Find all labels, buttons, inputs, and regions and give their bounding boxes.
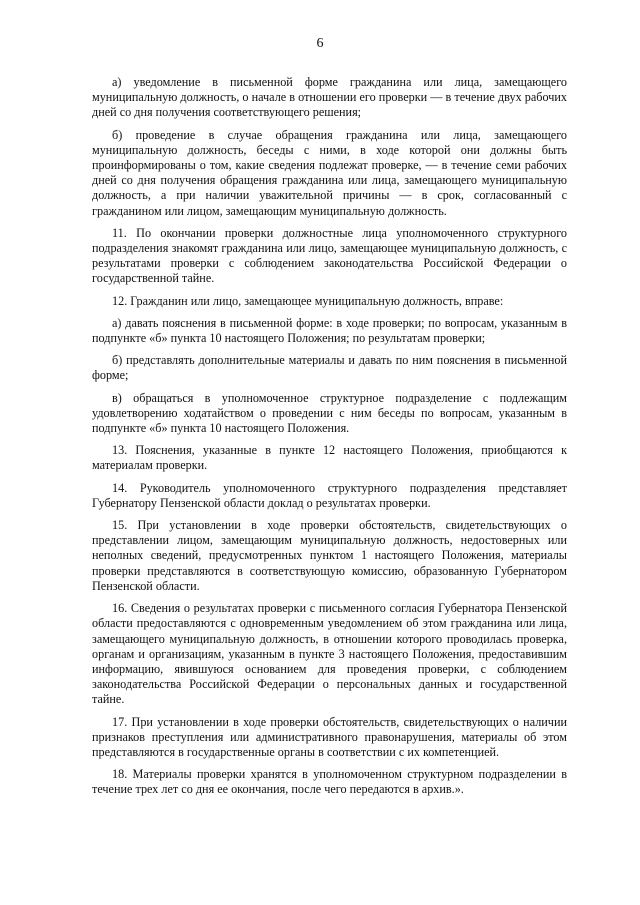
paragraph-12: 12. Гражданин или лицо, замещающее муниципальную должность, вправе:: [112, 293, 504, 308]
page-number: 6: [316, 36, 324, 51]
paragraph-14: 14. Руководитель уполномоченного структурного подразделения представляет Губернатору Пензенской области доклад о результатах проверки.: [92, 480, 567, 510]
paragraph-10a: а) уведомление в письменной форме гражданина или лица, замещающего муниципальную должность, о начале в отношении его проверки — в течение двух рабочих дней со дня получения соответствующего решения;: [92, 75, 567, 120]
paragraph-18: 18. Материалы проверки хранятся в уполномоченном структурном подразделении в течение трех лет со дня ее окончания, после чего передаются в архив.».: [92, 767, 567, 797]
paragraph-12a: а) давать пояснения в письменной форме: в ходе проверки; по вопросам, указанным в подпункте «б» пункта 10 настоящего Положения; по результатам проверки;: [92, 315, 567, 346]
paragraph-17: 17. При установлении в ходе проверки обстоятельств, свидетельствующих о наличии признаков преступления или административного правонарушения, материалы об этом представляются в государственные органы в соответствии с их компетенцией.: [92, 714, 567, 759]
paragraph-13: 13. Пояснения, указанные в пункте 12 настоящего Положения, приобщаются к материалам проверки.: [92, 443, 567, 473]
paragraph-15: 15. При установлении в ходе проверки обстоятельств, свидетельствующих о представлении лицом, замещающим муниципальную должность, недостоверных или неполных сведений, предусмотренных пунктом 1 настоящего Положения, материалы проверки представляются в соответствующую комиссию, образованную Губернатором Пензенской области.: [92, 518, 567, 593]
paragraph-11: 11. По окончании проверки должностные лица уполномоченного структурного подразделения знакомят гражданина или лицо, замещающее муниципальную должность, с результатами проверки с соблюдением законодательства Российской Федерации о государственной тайне.: [92, 225, 567, 286]
paragraph-16: 16. Сведения о результатах проверки с письменного согласия Губернатора Пензенской области предоставляются с одновременным уведомлением об этом гражданина или лица, замещающего муниципальную должность, в отношении которого проводилась проверка, органам и организациям, указанным в пункте 3 настоящего Положения, предоставившим информацию, явившуюся основанием для проведения проверки, с соблюдением законодательства Российской Федерации о персональных данных и государственной тайне.: [92, 601, 567, 707]
paragraph-12b: б) представлять дополнительные материалы и давать по ним пояснения в письменной форме;: [92, 353, 567, 383]
paragraph-12c: в) обращаться в уполномоченное структурное подразделение с подлежащим удовлетворению ходатайством о проведении с ним беседы по вопросам, указанным в подпункте «б» пункта 10 настоящего Положения.: [92, 390, 567, 436]
document-body: [92, 75, 567, 805]
paragraph-10b: б) проведение в случае обращения гражданина или лица, замещающего муниципальную должность, беседы с ними, в ходе которой они должны быть проинформированы о том, какие сведения подлежат проверке, — в течение семи рабочих дней со дня получения обращения гражданина или лица, замещающего муниципальную должность, а при наличии уважительной причины — в срок, согласованный с гражданином или лицом, замещающим муниципальную должность.: [92, 127, 567, 218]
